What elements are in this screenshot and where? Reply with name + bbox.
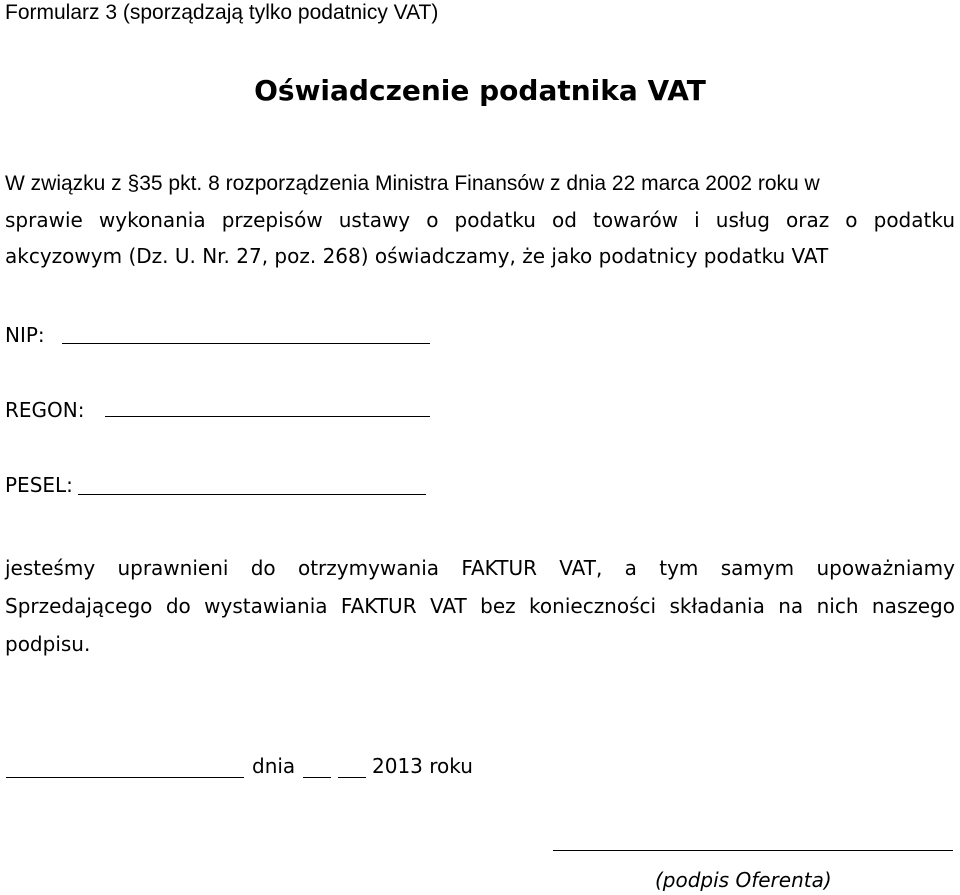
declaration-line-3: podpisu. xyxy=(5,632,91,656)
intro-paragraph xyxy=(5,166,955,274)
day-field[interactable] xyxy=(303,777,331,778)
form-header: Formularz 3 (sporządzają tylko podatnicy VAT) xyxy=(5,1,439,24)
nip-field[interactable] xyxy=(62,343,430,344)
pesel-label: PESEL: xyxy=(5,473,73,497)
signature-line[interactable] xyxy=(553,850,953,851)
regon-label: REGON: xyxy=(5,398,85,422)
month-field[interactable] xyxy=(338,777,366,778)
regon-field[interactable] xyxy=(105,416,430,417)
dnia-label: dnia xyxy=(252,754,296,778)
place-field[interactable] xyxy=(6,777,244,778)
pesel-field[interactable] xyxy=(78,494,426,495)
nip-label: NIP: xyxy=(5,323,45,347)
declaration-line-2: Sprzedającego do wystawiania FAKTUR VAT bez konieczności składania na nich naszego xyxy=(5,594,955,618)
declaration-paragraph xyxy=(5,549,955,663)
year-label: 2013 roku xyxy=(372,754,473,778)
declaration-line-1: jesteśmy uprawnieni do otrzymywania FAKTUR VAT, a tym samym upoważniamy xyxy=(5,556,955,580)
intro-line-3: akcyzowym (Dz. U. Nr. 27, poz. 268) oświadczamy, że jako podatnicy podatku VAT xyxy=(5,244,829,268)
signature-caption: (podpis Oferenta) xyxy=(655,868,832,892)
page-title: Oświadczenie podatnika VAT xyxy=(254,74,706,107)
intro-line-1: W związku z §35 pkt. 8 rozporządzenia Ministra Finansów z dnia 22 marca 2002 roku w xyxy=(5,172,820,195)
intro-line-2: sprawie wykonania przepisów ustawy o podatku od towarów i usług oraz o podatku xyxy=(5,208,955,232)
